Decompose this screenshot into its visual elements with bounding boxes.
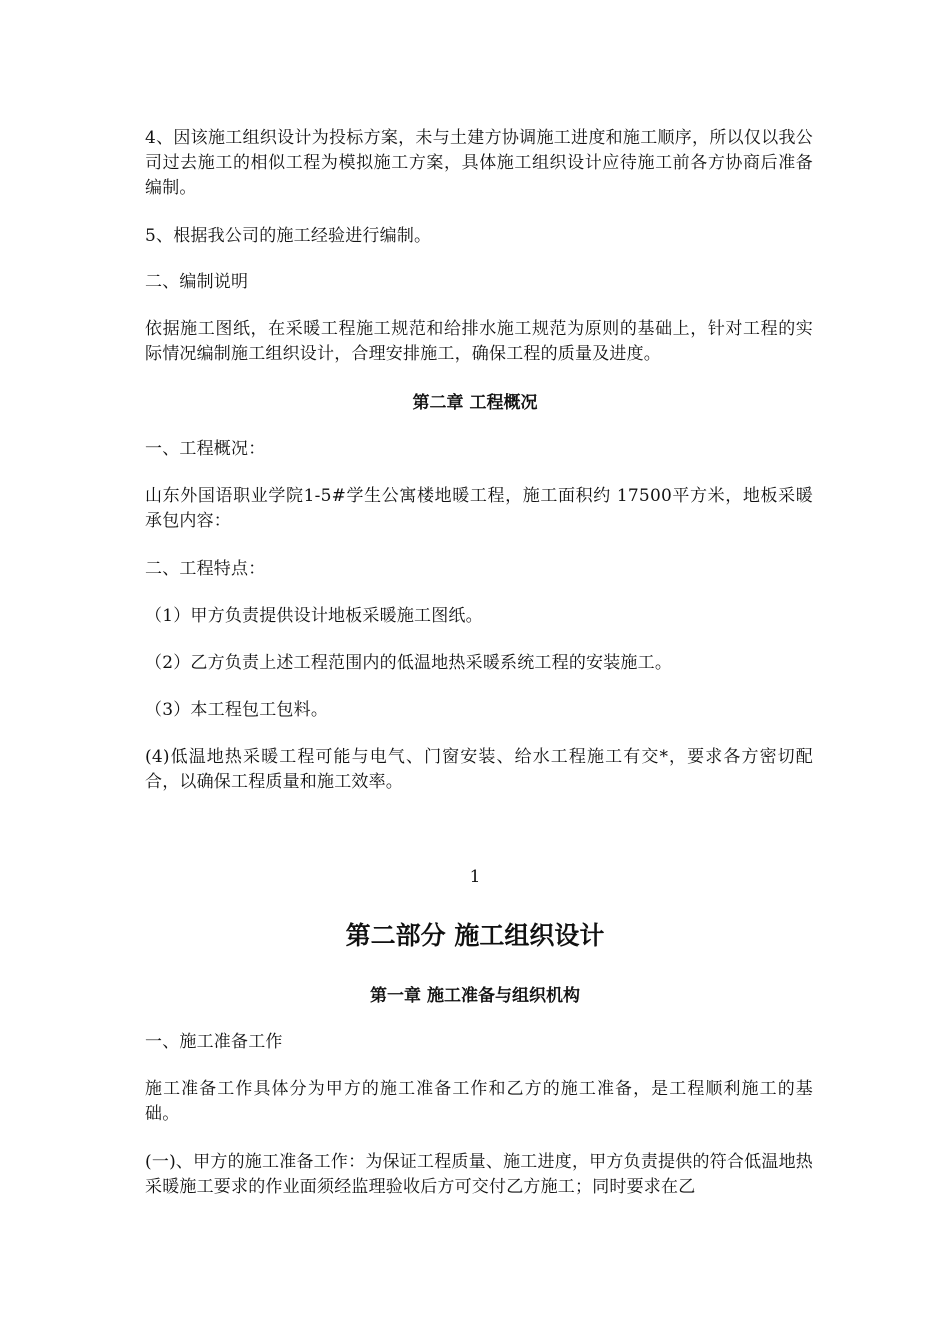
chapter-1-title: 第一章 施工准备与组织机构 (370, 986, 580, 1006)
paragraph-item-4: 4、因该施工组织设计为投标方案，未与土建方协调施工进度和施工顺序，所以仅以我公司过去施工的相似工程为模拟施工方案，具体施工组织设计应待施工前各方协商后准备编制。 (145, 128, 813, 198)
section-heading-overview: 一、工程概况： (145, 439, 266, 459)
list-item-feature-4: (4)低温地热采暖工程可能与电气、门窗安装、给水工程施工有交*，要求各方密切配合，以确保工程质量和施工效率。 (145, 747, 813, 792)
list-item-feature-2: （2）乙方负责上述工程范围内的低温地热采暖系统工程的安装施工。 (145, 653, 673, 673)
paragraph-preparation: 施工准备工作具体分为甲方的施工准备工作和乙方的施工准备，是工程顺利施工的基础。 (145, 1079, 813, 1124)
list-item-feature-1: （1）甲方负责提供设计地板采暖施工图纸。 (145, 606, 483, 626)
section-heading-features: 二、工程特点： (145, 559, 266, 579)
paragraph-compilation-notes: 依据施工图纸，在采暖工程施工规范和给排水施工规范为原则的基础上，针对工程的实际情况编制施工组织设计，合理安排施工，确保工程的质量及进度。 (145, 319, 813, 364)
paragraph-overview: 山东外国语职业学院1-5#学生公寓楼地暖工程，施工面积约 17500平方米，地板采暖承包内容： (145, 486, 813, 531)
section-heading-compilation-notes: 二、编制说明 (145, 272, 249, 292)
paragraph-item-5: 5、根据我公司的施工经验进行编制。 (145, 226, 432, 246)
list-item-feature-3: （3）本工程包工包料。 (145, 700, 329, 720)
page-number: 1 (469, 867, 481, 887)
section-heading-preparation: 一、施工准备工作 (145, 1032, 283, 1052)
paragraph-party-a-preparation: (一)、甲方的施工准备工作：为保证工程质量、施工进度，甲方负责提供的符合低温地热采暖施工要求的作业面须经监理验收后方可交付乙方施工；同时要求在乙 (145, 1152, 813, 1197)
chapter-2-title: 第二章 工程概况 (412, 393, 538, 413)
part-2-title: 第二部分 施工组织设计 (345, 921, 605, 950)
